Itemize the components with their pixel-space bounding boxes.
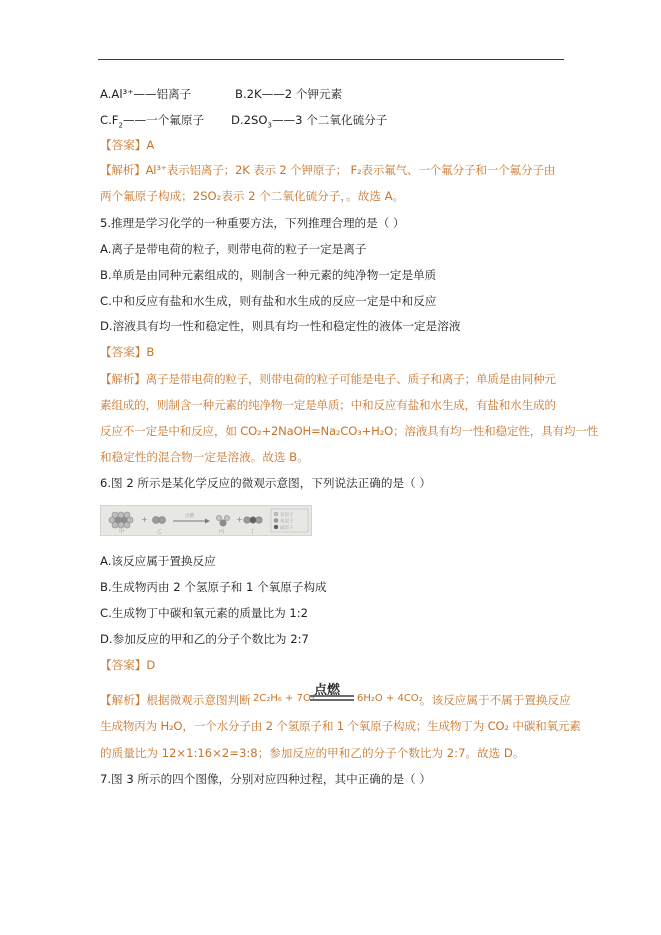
molecule-yi (153, 517, 166, 524)
arrow-head-icon (205, 519, 210, 524)
q5-answer: 【答案】B (100, 345, 155, 359)
q4-option-c: $C.F_2——$一个氟原子 (100, 113, 205, 130)
q6-option-c: C.生成物丁中碳和氧元素的质量比为 1:2 (100, 606, 309, 620)
legend-h-label: 氢原子 (280, 513, 294, 518)
q7-stem: 7.图 3 所示的四个图像，分别对应四种过程，其中正确的是（ ） (100, 772, 431, 786)
q6-answer: 【答案】D (100, 658, 156, 672)
q6-option-d: D.参加反应的甲和乙的分子个数比为 2:7 (100, 632, 309, 646)
q5-analysis-line1: 【解析】离子是带电荷的粒子，则带电荷的粒子可能是电子、质子和离子；单质是由同种元 (100, 372, 556, 386)
q5-analysis-line2: 素组成的，则制含一种元素的纯净物一定是单质；中和反应有盐和水生成，有盐和水生成的 (100, 398, 556, 412)
q4-option-a: A.Al³⁺——铝离子 (100, 87, 192, 101)
q6-analysis-line1-suffix: 。该反应属于不属于置换反应 (420, 693, 571, 707)
q4-analysis-line1: 【解析】Al³⁺表示铝离子；2K 表示 2 个钾原子； F₂表示氟气、一个氟分子和一个氟分子由 (100, 163, 556, 177)
header-rule (98, 59, 564, 60)
q4-analysis-line2: 两个氟原子构成；2SO₂表示 2 个二氧化硫分子，。故选 A。 (100, 189, 405, 203)
q6-analysis-line2: 生成物丙为 H₂O，一个水分子由 2 个氢原子和 1 个氧原子构成；生成物丁为 CO₂ 中碳和氧元素 (100, 719, 581, 733)
q5-option-c: C.中和反应有盐和水生成，则有盐和水生成的反应一定是中和反应 (100, 294, 437, 308)
q6-stem: 6.图 2 所示是某化学反应的微观示意图，下列说法正确的是（ ） (100, 476, 431, 490)
legend-o-atom-icon (274, 519, 278, 523)
q4-option-d: $D.2SO_3——3$ 个二氧化硫分子 (231, 113, 388, 130)
equation-condition: 点燃 (314, 683, 341, 698)
q6-option-b: B.生成物丙由 2 个氢原子和 1 个氧原子构成 (100, 580, 327, 594)
molecule-jia (109, 512, 133, 528)
legend-c-atom-icon (274, 525, 278, 529)
equation-right-side: 6H₂O + 4CO₂ (357, 693, 423, 704)
q5-option-b: B.单质是由同种元素组成的，则制含一种元素的纯净物一定是单质 (100, 268, 437, 282)
label-ding: 丁 (250, 529, 256, 535)
legend-o-label: 氧原子 (280, 519, 294, 525)
q5-option-a: A.离子是带电荷的粒子，则带电荷的粒子一定是离子 (100, 242, 367, 256)
equation-upper-bar (310, 695, 354, 697)
q5-stem: 5.推理是学习化学的一种重要方法，下列推理合理的是（ ） (100, 216, 405, 230)
q4-answer: 【答案】A (100, 138, 155, 152)
label-condition: 点燃 (185, 514, 194, 519)
q5-analysis-line4: 和稳定性的混合物一定是溶液。故选 B。 (100, 450, 309, 464)
plus-sign-1: + (141, 515, 148, 524)
molecule-bing (216, 515, 229, 526)
label-yi: 乙 (157, 529, 163, 535)
q4-option-b: B.2K——2 个钾元素 (235, 87, 343, 101)
equation-lower-bar (310, 699, 354, 701)
plus-sign-2: + (236, 515, 243, 524)
figure-legend (271, 509, 308, 532)
q6-analysis-line3: 的质量比为 12×1:16×2=3:8；参加反应的甲和乙的分子个数比为 2:7。故选 D。 (100, 746, 525, 760)
equation-left-side: 2C₂H₆ + 7O₂ (253, 693, 315, 704)
reaction-diagram-figure (100, 505, 312, 536)
reaction-diagram (101, 506, 311, 535)
q5-analysis-line3: 反应不一定是中和反应，如 CO₂+2NaOH=Na₂CO₃+H₂O；溶液具有均一性和稳定性，具有均一性 (100, 424, 599, 438)
q5-option-d: D.溶液具有均一性和稳定性，则具有均一性和稳定性的液体一定是溶液 (100, 319, 461, 333)
legend-c-label: 碳原子 (280, 526, 294, 531)
q6-option-a: A.该反应属于置换反应 (100, 554, 216, 568)
legend-h-atom-icon (274, 512, 278, 516)
molecule-ding (244, 517, 262, 523)
q6-analysis-line1-prefix: 【解析】根据微观示意图判断 (100, 693, 251, 707)
label-jia: 甲 (119, 529, 125, 535)
label-bing: 丙 (219, 529, 225, 535)
